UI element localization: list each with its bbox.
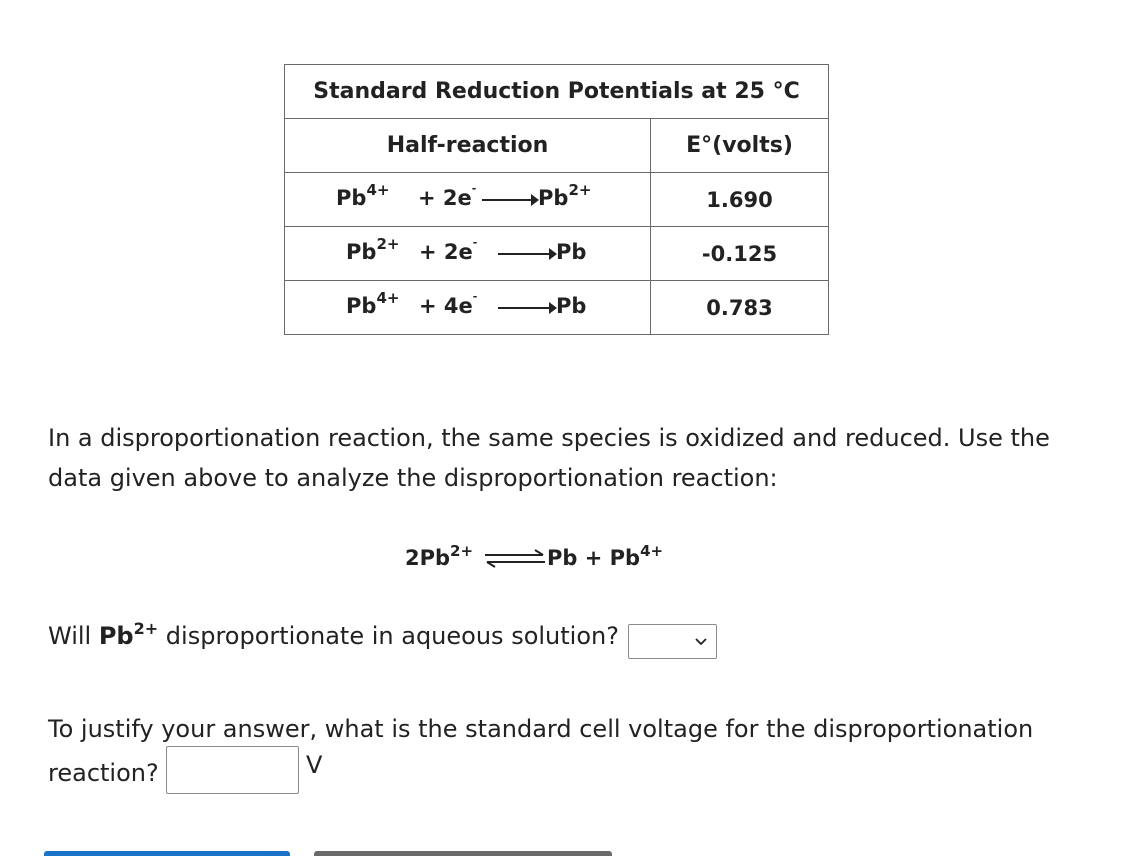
answer-dropdown[interactable] [628, 624, 717, 659]
table-row [285, 281, 828, 334]
species-label: $Pb^{2+}$ [98, 619, 159, 650]
question-disproportionate: Will $Pb^{2+}$ disproportionate in aqueous solution? [48, 619, 619, 650]
primary-button[interactable] [44, 851, 290, 856]
potential-value: 1.690 [706, 187, 773, 212]
header-half-reaction: Half-reaction [285, 119, 651, 172]
reduction-potentials-table [284, 64, 829, 335]
table-title: Standard Reduction Potentials at 25 °C [285, 65, 828, 119]
product: $Pb^{2+}$ [538, 181, 592, 210]
equation-right: $Pb + Pb^{4+}$ [547, 542, 664, 570]
reaction-arrow-icon [498, 307, 555, 309]
table-header-row [285, 119, 828, 173]
header-potential: E°(volts) [686, 133, 793, 158]
table-row [285, 227, 828, 281]
reaction-arrow-icon [482, 199, 537, 201]
reactant: $Pb^{4+}$ [346, 289, 400, 318]
electrons: + 2e- [419, 236, 478, 264]
equilibrium-arrow-icon [483, 547, 547, 571]
chevron-down-icon [694, 634, 708, 648]
reactant: $Pb^{2+}$ [346, 235, 400, 264]
intro-paragraph: In a disproportionation reaction, the same species is oxidized and reduced. Use the data given above to analyze the disproportionation reaction: [48, 424, 1050, 492]
product: Pb [556, 240, 587, 264]
product: Pb [556, 294, 587, 318]
half-reaction-cell [285, 173, 651, 226]
half-reaction-cell [285, 227, 651, 280]
electrons: + 2e- [418, 182, 477, 210]
potential-value: 0.783 [706, 295, 773, 320]
electrons: + 4e- [419, 290, 478, 318]
reactant: $Pb^{4+}$ [336, 181, 390, 210]
potential-value: -0.125 [701, 241, 778, 266]
secondary-button[interactable] [314, 851, 612, 856]
equation-left: $2Pb^{2+}$ [405, 542, 474, 570]
question-cell-voltage: To justify your answer, what is the standard cell voltage for the disproportionation reaction? [48, 715, 1034, 787]
unit-label: V [306, 751, 323, 779]
half-reaction-cell [285, 281, 651, 334]
cell-voltage-input[interactable] [166, 746, 299, 794]
table-row [285, 173, 828, 227]
reaction-arrow-icon [498, 253, 555, 255]
